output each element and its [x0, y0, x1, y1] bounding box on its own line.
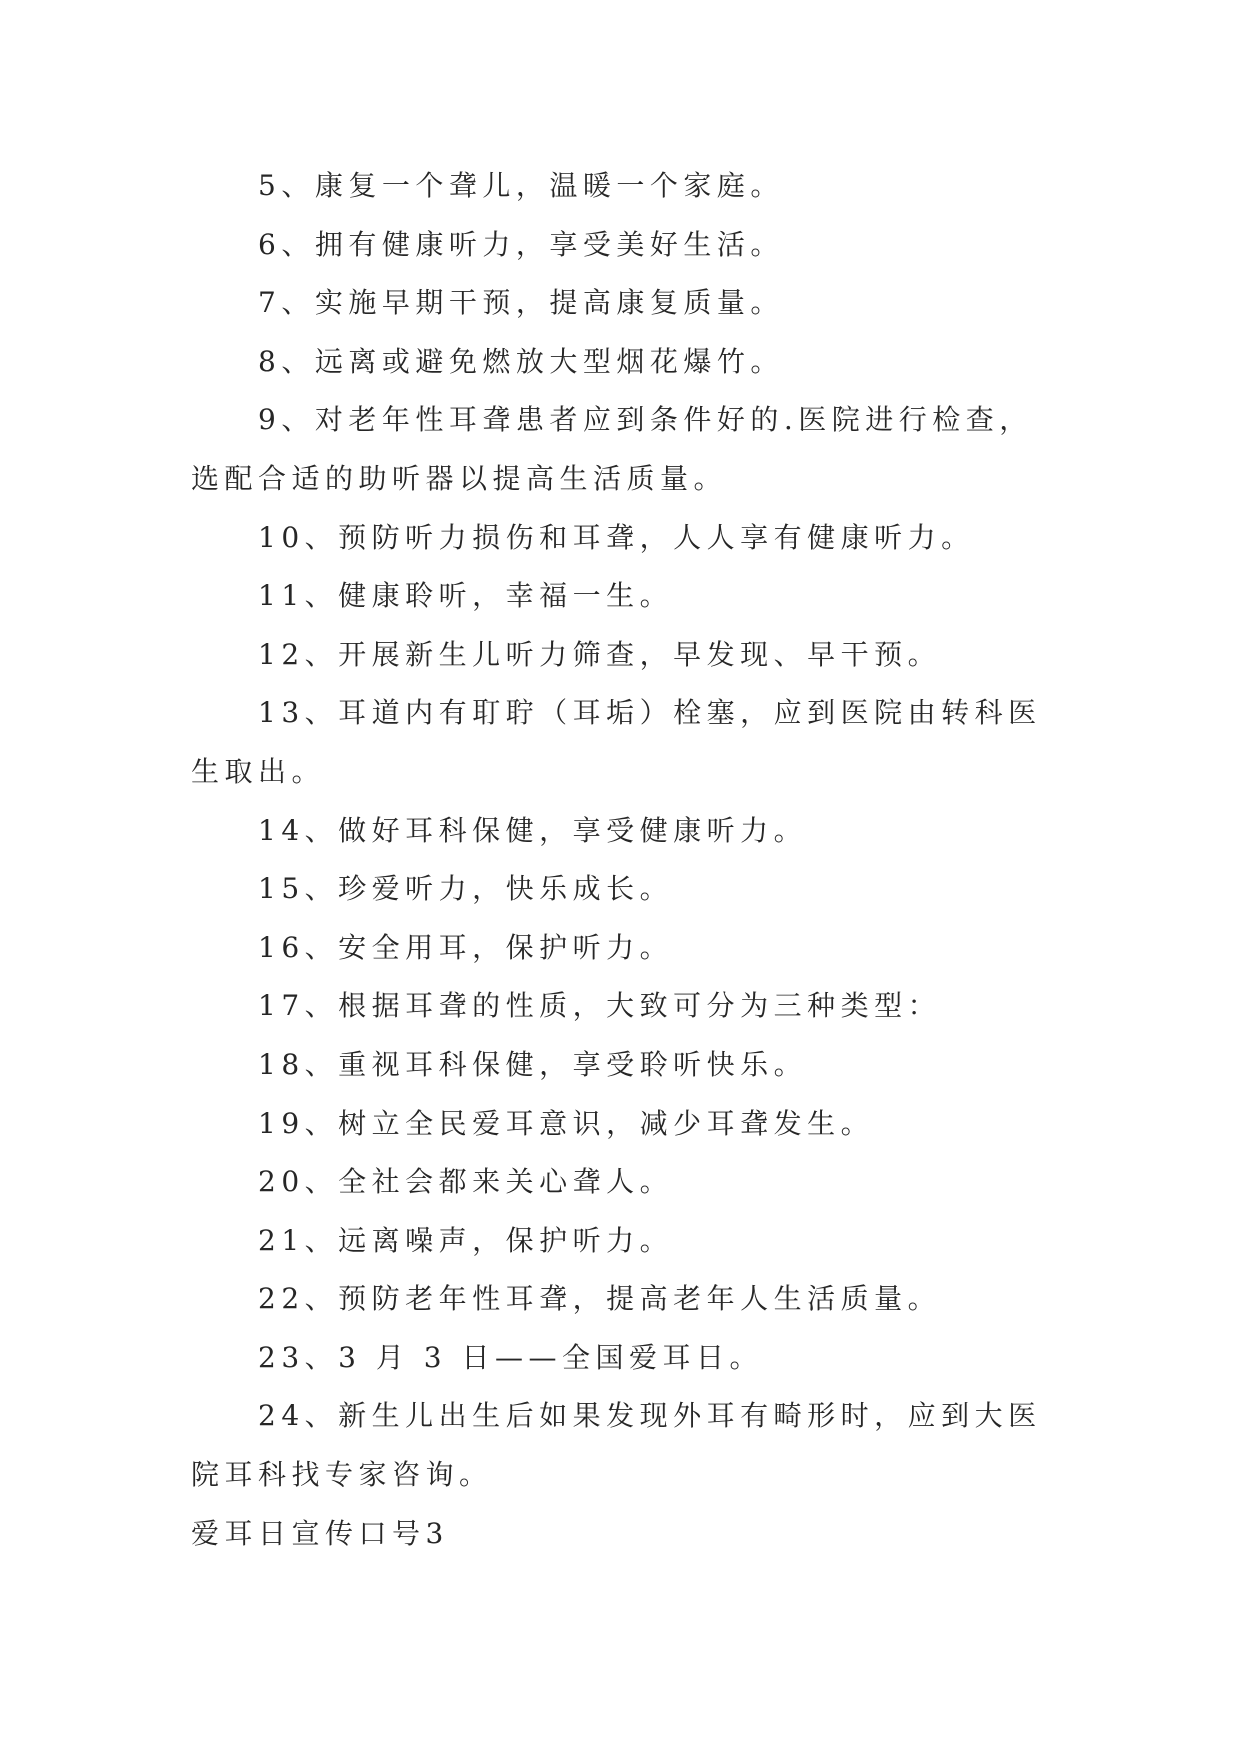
slogan-item: 18、重视耳科保健，享受聆听快乐。 [258, 1047, 808, 1081]
slogan-item: 12、开展新生儿听力筛查，早发现、早干预。 [258, 637, 942, 671]
section-heading: 爱耳日宣传口号3 [191, 1516, 449, 1550]
slogan-item: 7、实施早期干预，提高康复质量。 [258, 286, 784, 320]
slogan-item: 20、全社会都来关心聋人。 [258, 1165, 674, 1199]
slogan-item: 10、预防听力损伤和耳聋，人人享有健康听力。 [258, 520, 975, 554]
slogan-item: 15、珍爱听力，快乐成长。 [258, 872, 674, 906]
slogan-item: 5、康复一个聋儿，温暖一个家庭。 [258, 169, 784, 202]
slogan-item: 17、根据耳聋的性质，大致可分为三种类型： [258, 989, 942, 1023]
slogan-item: 21、远离噪声，保护听力。 [258, 1223, 674, 1257]
slogan-item: 23、3 月 3 日——全国爱耳日。 [258, 1340, 763, 1374]
slogan-item: 16、安全用耳，保护听力。 [258, 930, 674, 964]
slogan-item: 13、耳道内有耵聍（耳垢）栓塞，应到医院由转科医生取出。 [191, 696, 1042, 788]
slogan-item: 6、拥有健康听力，享受美好生活。 [258, 227, 784, 261]
slogan-item: 9、对老年性耳聋患者应到条件好的.医院进行检查，选配合适的助听器以提高生活质量。 [191, 403, 1033, 495]
slogan-item: 22、预防老年性耳聋，提高老年人生活质量。 [258, 1282, 942, 1316]
document-body [191, 157, 1059, 1563]
slogan-item: 14、做好耳科保健，享受健康听力。 [258, 813, 808, 847]
slogan-item: 19、树立全民爱耳意识，减少耳聋发生。 [258, 1106, 875, 1140]
slogan-item: 8、远离或避免燃放大型烟花爆竹。 [258, 344, 784, 378]
slogan-item: 24、新生儿出生后如果发现外耳有畸形时，应到大医院耳科找专家咨询。 [191, 1399, 1042, 1492]
slogan-item: 11、健康聆听，幸福一生。 [258, 579, 674, 613]
